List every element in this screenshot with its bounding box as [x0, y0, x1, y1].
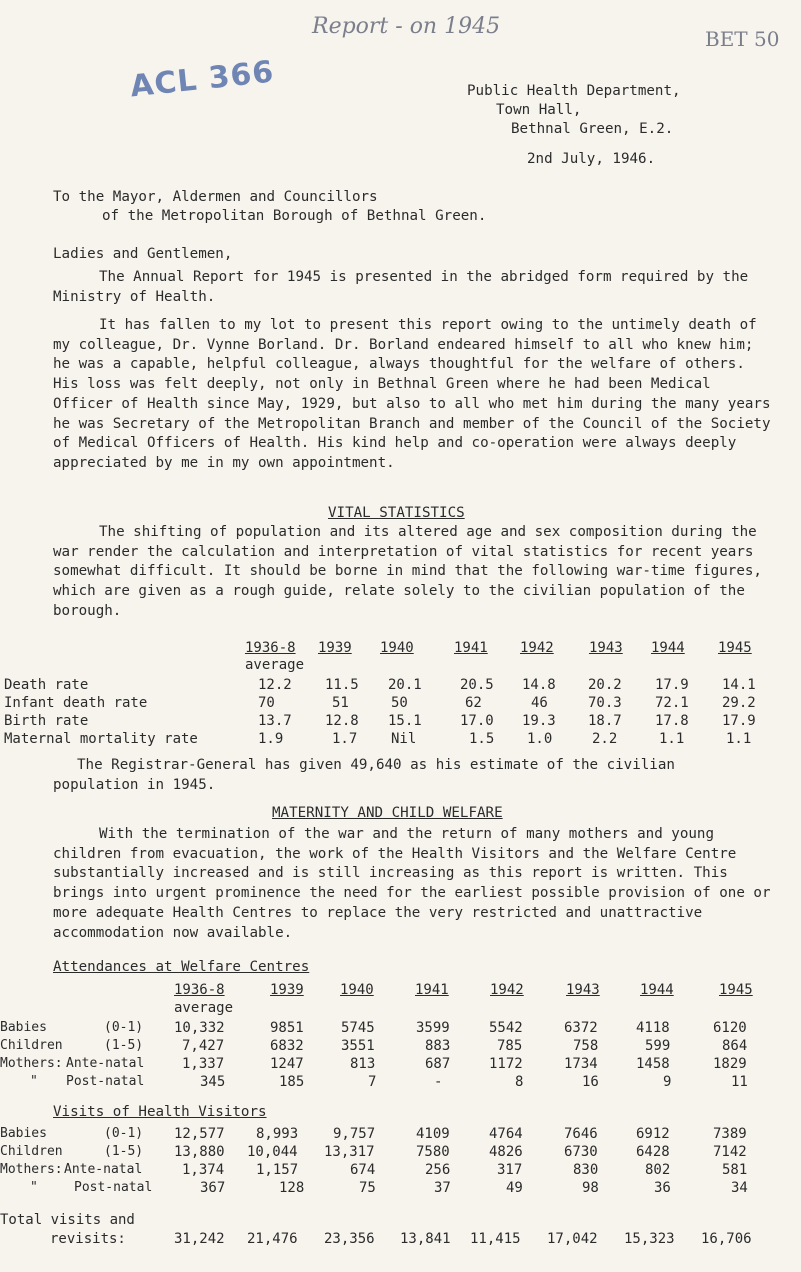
total-cell: 17,042 — [547, 1231, 598, 1247]
col-year: 1944 — [651, 640, 685, 656]
row-label: Babies — [0, 1020, 47, 1035]
table-cell: 36 — [654, 1180, 671, 1196]
table-cell: 1.1 — [659, 731, 685, 747]
table-cell: 1,157 — [256, 1162, 299, 1178]
table-cell: 17.0 — [460, 713, 494, 729]
table-cell: 1458 — [636, 1056, 670, 1072]
table-cell: 11 — [731, 1074, 748, 1090]
table-cell: 37 — [434, 1180, 451, 1196]
total-cell: 31,242 — [174, 1231, 225, 1247]
table-cell: 46 — [531, 695, 548, 711]
table-cell: 20.1 — [388, 677, 422, 693]
letter-date: 2nd July, 1946. — [527, 151, 656, 167]
recipient-line-1: To the Mayor, Aldermen and Councillors — [53, 189, 378, 205]
handwritten-note: Report - on 1945 — [312, 14, 501, 39]
row-sublabel: (0-1) — [104, 1020, 144, 1035]
row-label: Maternal mortality rate — [4, 731, 198, 747]
vital-statistics-paragraph: The shifting of population and its altered age and sex composition during the war render the calculation and interpretation of vital statistics for recent years somewhat difficult. It should be borne in mind that the following war-time figures, which are given as a rough guide, relate solely to the civilian population of the borough. — [53, 524, 762, 619]
col-year: 1942 — [490, 982, 524, 998]
table-cell: 317 — [497, 1162, 523, 1178]
table-cell: 10,044 — [247, 1144, 298, 1160]
total-cell: 23,356 — [324, 1231, 375, 1247]
address-building: Town Hall, — [496, 102, 582, 118]
address-locality: Bethnal Green, E.2. — [511, 121, 674, 137]
table-cell: 10,332 — [174, 1020, 225, 1036]
table-cell: 9 — [663, 1074, 672, 1090]
table-cell: 785 — [497, 1038, 523, 1054]
table-cell: 15.1 — [388, 713, 422, 729]
table-cell: 13.7 — [258, 713, 292, 729]
table-cell: 687 — [425, 1056, 451, 1072]
row-label: Mothers: — [0, 1056, 63, 1071]
table-cell: 11.5 — [325, 677, 359, 693]
row-sublabel: (1-5) — [104, 1144, 144, 1159]
row-sublabel: Post-natal — [66, 1074, 145, 1089]
table-cell: 72.1 — [655, 695, 689, 711]
table-cell: 29.2 — [722, 695, 756, 711]
table-cell: 3551 — [341, 1038, 375, 1054]
row-sublabel: Ante-natal — [64, 1162, 143, 1177]
table-cell: 128 — [279, 1180, 305, 1196]
col-year: 1945 — [719, 982, 753, 998]
table-cell: 8 — [515, 1074, 524, 1090]
table-cell: 7 — [368, 1074, 377, 1090]
row-label: Children — [0, 1038, 63, 1053]
recipient-line-2: of the Metropolitan Borough of Bethnal Green. — [102, 208, 487, 224]
archive-code-stamp: ACL 366 — [128, 54, 276, 105]
col-year: 1944 — [640, 982, 674, 998]
table-cell: 1.1 — [726, 731, 752, 747]
table-cell: 13,317 — [324, 1144, 375, 1160]
col-year: 1939 — [318, 640, 352, 656]
table-cell: 6428 — [636, 1144, 670, 1160]
table-cell: 9851 — [270, 1020, 304, 1036]
table-cell: 7389 — [713, 1126, 747, 1142]
table-cell: 20.2 — [588, 677, 622, 693]
table-cell: 4118 — [636, 1020, 670, 1036]
col-year: 1939 — [270, 982, 304, 998]
table-cell: 367 — [200, 1180, 226, 1196]
table-cell: 1.9 — [258, 731, 284, 747]
col-year: 1945 — [718, 640, 752, 656]
col-average-label: average — [245, 657, 305, 673]
total-cell: 16,706 — [701, 1231, 752, 1247]
population-estimate: The Registrar-General has given 49,640 as his estimate of the civilian population in 1945. — [53, 757, 675, 793]
maternity-heading: MATERNITY AND CHILD WELFARE — [272, 805, 503, 821]
table-cell: 18.7 — [588, 713, 622, 729]
total-cell: 11,415 — [470, 1231, 521, 1247]
table-cell: 1.5 — [469, 731, 495, 747]
table-cell: 813 — [350, 1056, 376, 1072]
col-year: 1943 — [566, 982, 600, 998]
table-cell: 9,757 — [333, 1126, 376, 1142]
row-sublabel: Post-natal — [74, 1180, 153, 1195]
table-cell: 19.3 — [522, 713, 556, 729]
table-cell: - — [434, 1074, 443, 1090]
table-cell: 98 — [582, 1180, 599, 1196]
table-cell: 4826 — [489, 1144, 523, 1160]
table-cell: 6372 — [564, 1020, 598, 1036]
table-cell: 5542 — [489, 1020, 523, 1036]
address-department: Public Health Department, — [467, 83, 681, 99]
row-sublabel: (1-5) — [104, 1038, 144, 1053]
col-year: 1940 — [380, 640, 414, 656]
row-label: " — [30, 1074, 38, 1089]
table-cell: 20.5 — [460, 677, 494, 693]
row-sublabel: Ante-natal — [66, 1056, 145, 1071]
col-year: 1941 — [454, 640, 488, 656]
table-cell: 1.0 — [527, 731, 553, 747]
col-average-label: average — [174, 1000, 234, 1016]
table-cell: 7,427 — [182, 1038, 225, 1054]
table-cell: 5745 — [341, 1020, 375, 1036]
salutation: Ladies and Gentlemen, — [53, 246, 233, 262]
table-cell: 34 — [731, 1180, 748, 1196]
col-year: 1941 — [415, 982, 449, 998]
row-label: " — [30, 1180, 38, 1195]
table-cell: 70.3 — [588, 695, 622, 711]
table-cell: 62 — [465, 695, 482, 711]
table-cell: Nil — [391, 731, 417, 747]
col-year: 1936-8 — [245, 640, 296, 656]
table-cell: 17.9 — [655, 677, 689, 693]
table-cell: 4764 — [489, 1126, 523, 1142]
reference-code: BET 50 — [705, 27, 780, 51]
table-cell: 674 — [350, 1162, 376, 1178]
table-cell: 14.1 — [722, 677, 756, 693]
col-year: 1940 — [340, 982, 374, 998]
table-cell: 12.8 — [325, 713, 359, 729]
table-cell: 12,577 — [174, 1126, 225, 1142]
row-label: Mothers: — [0, 1162, 63, 1177]
row-label: Children — [0, 1144, 63, 1159]
table-cell: 6120 — [713, 1020, 747, 1036]
table-cell: 7646 — [564, 1126, 598, 1142]
table-cell: 345 — [200, 1074, 226, 1090]
table-cell: 256 — [425, 1162, 451, 1178]
row-label: Death rate — [4, 677, 89, 693]
table-cell: 3599 — [416, 1020, 450, 1036]
table-cell: 830 — [573, 1162, 599, 1178]
row-label: Birth rate — [4, 713, 89, 729]
table-cell: 185 — [279, 1074, 305, 1090]
table-cell: 802 — [645, 1162, 671, 1178]
col-year: 1936-8 — [174, 982, 225, 998]
table-cell: 1172 — [489, 1056, 523, 1072]
table-cell: 1829 — [713, 1056, 747, 1072]
table-cell: 6730 — [564, 1144, 598, 1160]
table-cell: 12.2 — [258, 677, 292, 693]
table-cell: 7580 — [416, 1144, 450, 1160]
total-label: Total visits and — [0, 1212, 135, 1228]
table-cell: 14.8 — [522, 677, 556, 693]
table-cell: 2.2 — [592, 731, 618, 747]
table-cell: 1.7 — [332, 731, 358, 747]
table-cell: 758 — [573, 1038, 599, 1054]
table-cell: 6912 — [636, 1126, 670, 1142]
table-cell: 51 — [332, 695, 349, 711]
table-cell: 13,880 — [174, 1144, 225, 1160]
table-cell: 1,374 — [182, 1162, 225, 1178]
table-cell: 17.9 — [722, 713, 756, 729]
vital-statistics-heading: VITAL STATISTICS — [328, 505, 465, 521]
row-label: Infant death rate — [4, 695, 148, 711]
table-cell: 70 — [258, 695, 275, 711]
table-cell: 599 — [645, 1038, 671, 1054]
table-cell: 1,337 — [182, 1056, 225, 1072]
table-cell: 75 — [359, 1180, 376, 1196]
table-cell: 16 — [582, 1074, 599, 1090]
table-cell: 864 — [722, 1038, 748, 1054]
total-cell: 21,476 — [247, 1231, 298, 1247]
table-cell: 1734 — [564, 1056, 598, 1072]
table-cell: 49 — [506, 1180, 523, 1196]
attendances-heading: Attendances at Welfare Centres — [53, 959, 310, 975]
table-cell: 8,993 — [256, 1126, 299, 1142]
row-sublabel: (0-1) — [104, 1126, 144, 1141]
visits-heading: Visits of Health Visitors — [53, 1104, 267, 1120]
total-label: revisits: — [50, 1231, 126, 1247]
total-cell: 13,841 — [400, 1231, 451, 1247]
table-cell: 50 — [391, 695, 408, 711]
table-cell: 7142 — [713, 1144, 747, 1160]
table-cell: 6832 — [270, 1038, 304, 1054]
row-label: Babies — [0, 1126, 47, 1141]
table-cell: 581 — [722, 1162, 748, 1178]
maternity-paragraph: With the termination of the war and the return of many mothers and young children from evacuation, the work of the Health Visitors and the Welfare Centre substantially increased and is still increasing as this report is written. This brings into urgent prominence the need for the earliest possible provision of one or more adequate Health Centres to replace the very restricted and unattractive accommodation now available. — [53, 826, 771, 941]
table-cell: 4109 — [416, 1126, 450, 1142]
paragraph-tribute: It has fallen to my lot to present this report owing to the untimely death of my colleague, Dr. Vynne Borland. Dr. Borland endeared himself to all who knew him; he was a capable, helpful colleague, always thoughtful for the welfare of others. His loss was felt deeply, not only in Bethnal Green where he had been Medical Officer of Health since May, 1929, but also to all who met him during the many years he was Secretary of the Metropolitan Branch and member of the Council of the Society of Medical Officers of Health. His kind help and co-operation were always deeply appreciated by me in my own appointment. — [53, 317, 771, 471]
paragraph-intro: The Annual Report for 1945 is presented in the abridged form required by the Ministry of Health. — [53, 269, 749, 305]
table-cell: 1247 — [270, 1056, 304, 1072]
table-cell: 17.8 — [655, 713, 689, 729]
col-year: 1943 — [589, 640, 623, 656]
table-cell: 883 — [425, 1038, 451, 1054]
col-year: 1942 — [520, 640, 554, 656]
total-cell: 15,323 — [624, 1231, 675, 1247]
